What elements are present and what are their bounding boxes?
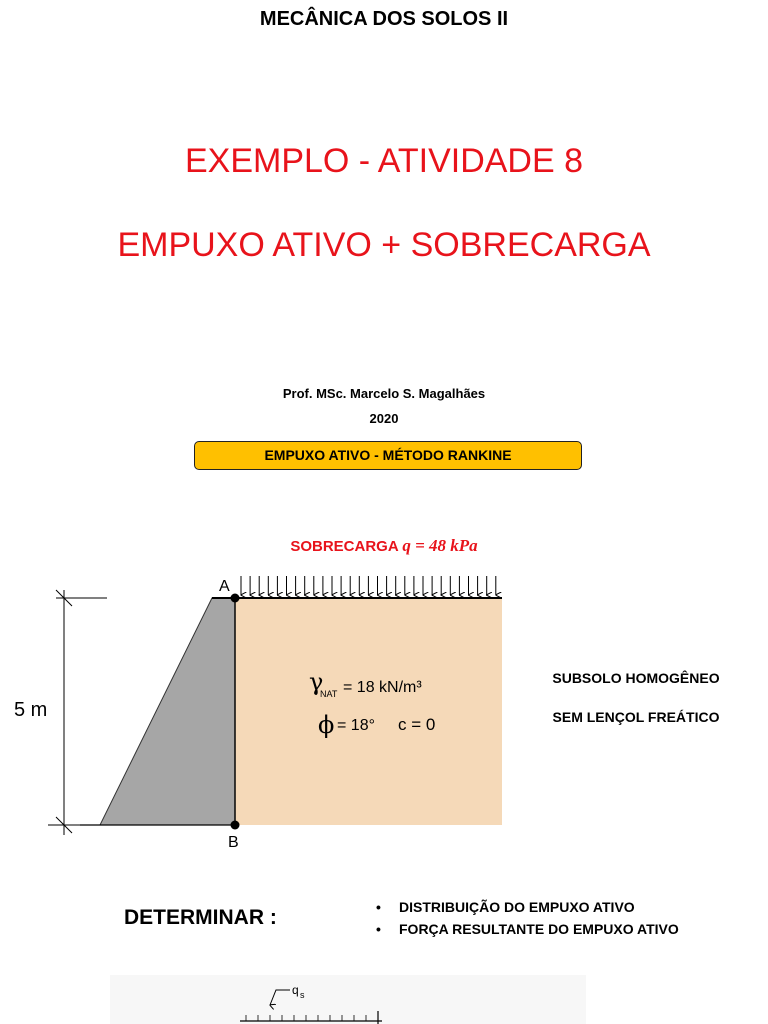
determine-heading: DETERMINAR : [124,906,277,929]
note-no-water-table: SEM LENÇOL FREÁTICO [552,709,720,725]
task-list [376,896,679,940]
gamma-value: = 18 kN/m³ [343,679,422,696]
task-item [376,896,679,918]
dimension-line [48,590,107,835]
lower-figure-partial [0,975,768,1024]
phi-value: = 18° [337,717,375,734]
gamma-subscript: NAT [320,689,338,699]
topic-title: EMPUXO ATIVO + SOBRECARGA [117,226,651,264]
surcharge-arrows [241,576,496,595]
year: 2020 [369,411,399,426]
gamma-symbol: γ [309,668,324,696]
height-label: 5 m [14,699,48,721]
surcharge-equation: q = 48 kPa [402,536,478,555]
course-title: MECÂNICA DOS SOLOS II [259,8,509,30]
load-subscript: s [300,990,305,1000]
retaining-wall [100,598,235,825]
surcharge-text: SOBRECARGA [290,538,399,555]
cohesion-label: c = 0 [398,715,436,734]
author: Prof. MSc. Marcelo S. Magalhães [282,386,486,401]
point-a-marker [231,594,240,603]
bullet-icon: • [376,921,381,937]
point-a-label: A [219,578,230,595]
phi-symbol: ϕ [318,711,335,739]
bullet-icon: • [376,899,381,915]
task-text: FORÇA RESULTANTE DO EMPUXO ATIVO [399,921,679,937]
note-homogeneous-subsoil: SUBSOLO HOMOGÊNEO [552,670,720,686]
point-b-label: B [228,834,239,851]
point-b-marker [231,821,240,830]
task-text: DISTRIBUIÇÃO DO EMPUXO ATIVO [399,899,635,915]
lower-figure-background [110,975,586,1024]
task-item [376,918,679,940]
activity-title: EXEMPLO - ATIVIDADE 8 [184,142,584,180]
surcharge-label [0,536,768,556]
load-label: q [292,983,299,997]
soil-block [235,598,502,825]
method-banner: EMPUXO ATIVO - MÉTODO RANKINE [194,441,582,470]
